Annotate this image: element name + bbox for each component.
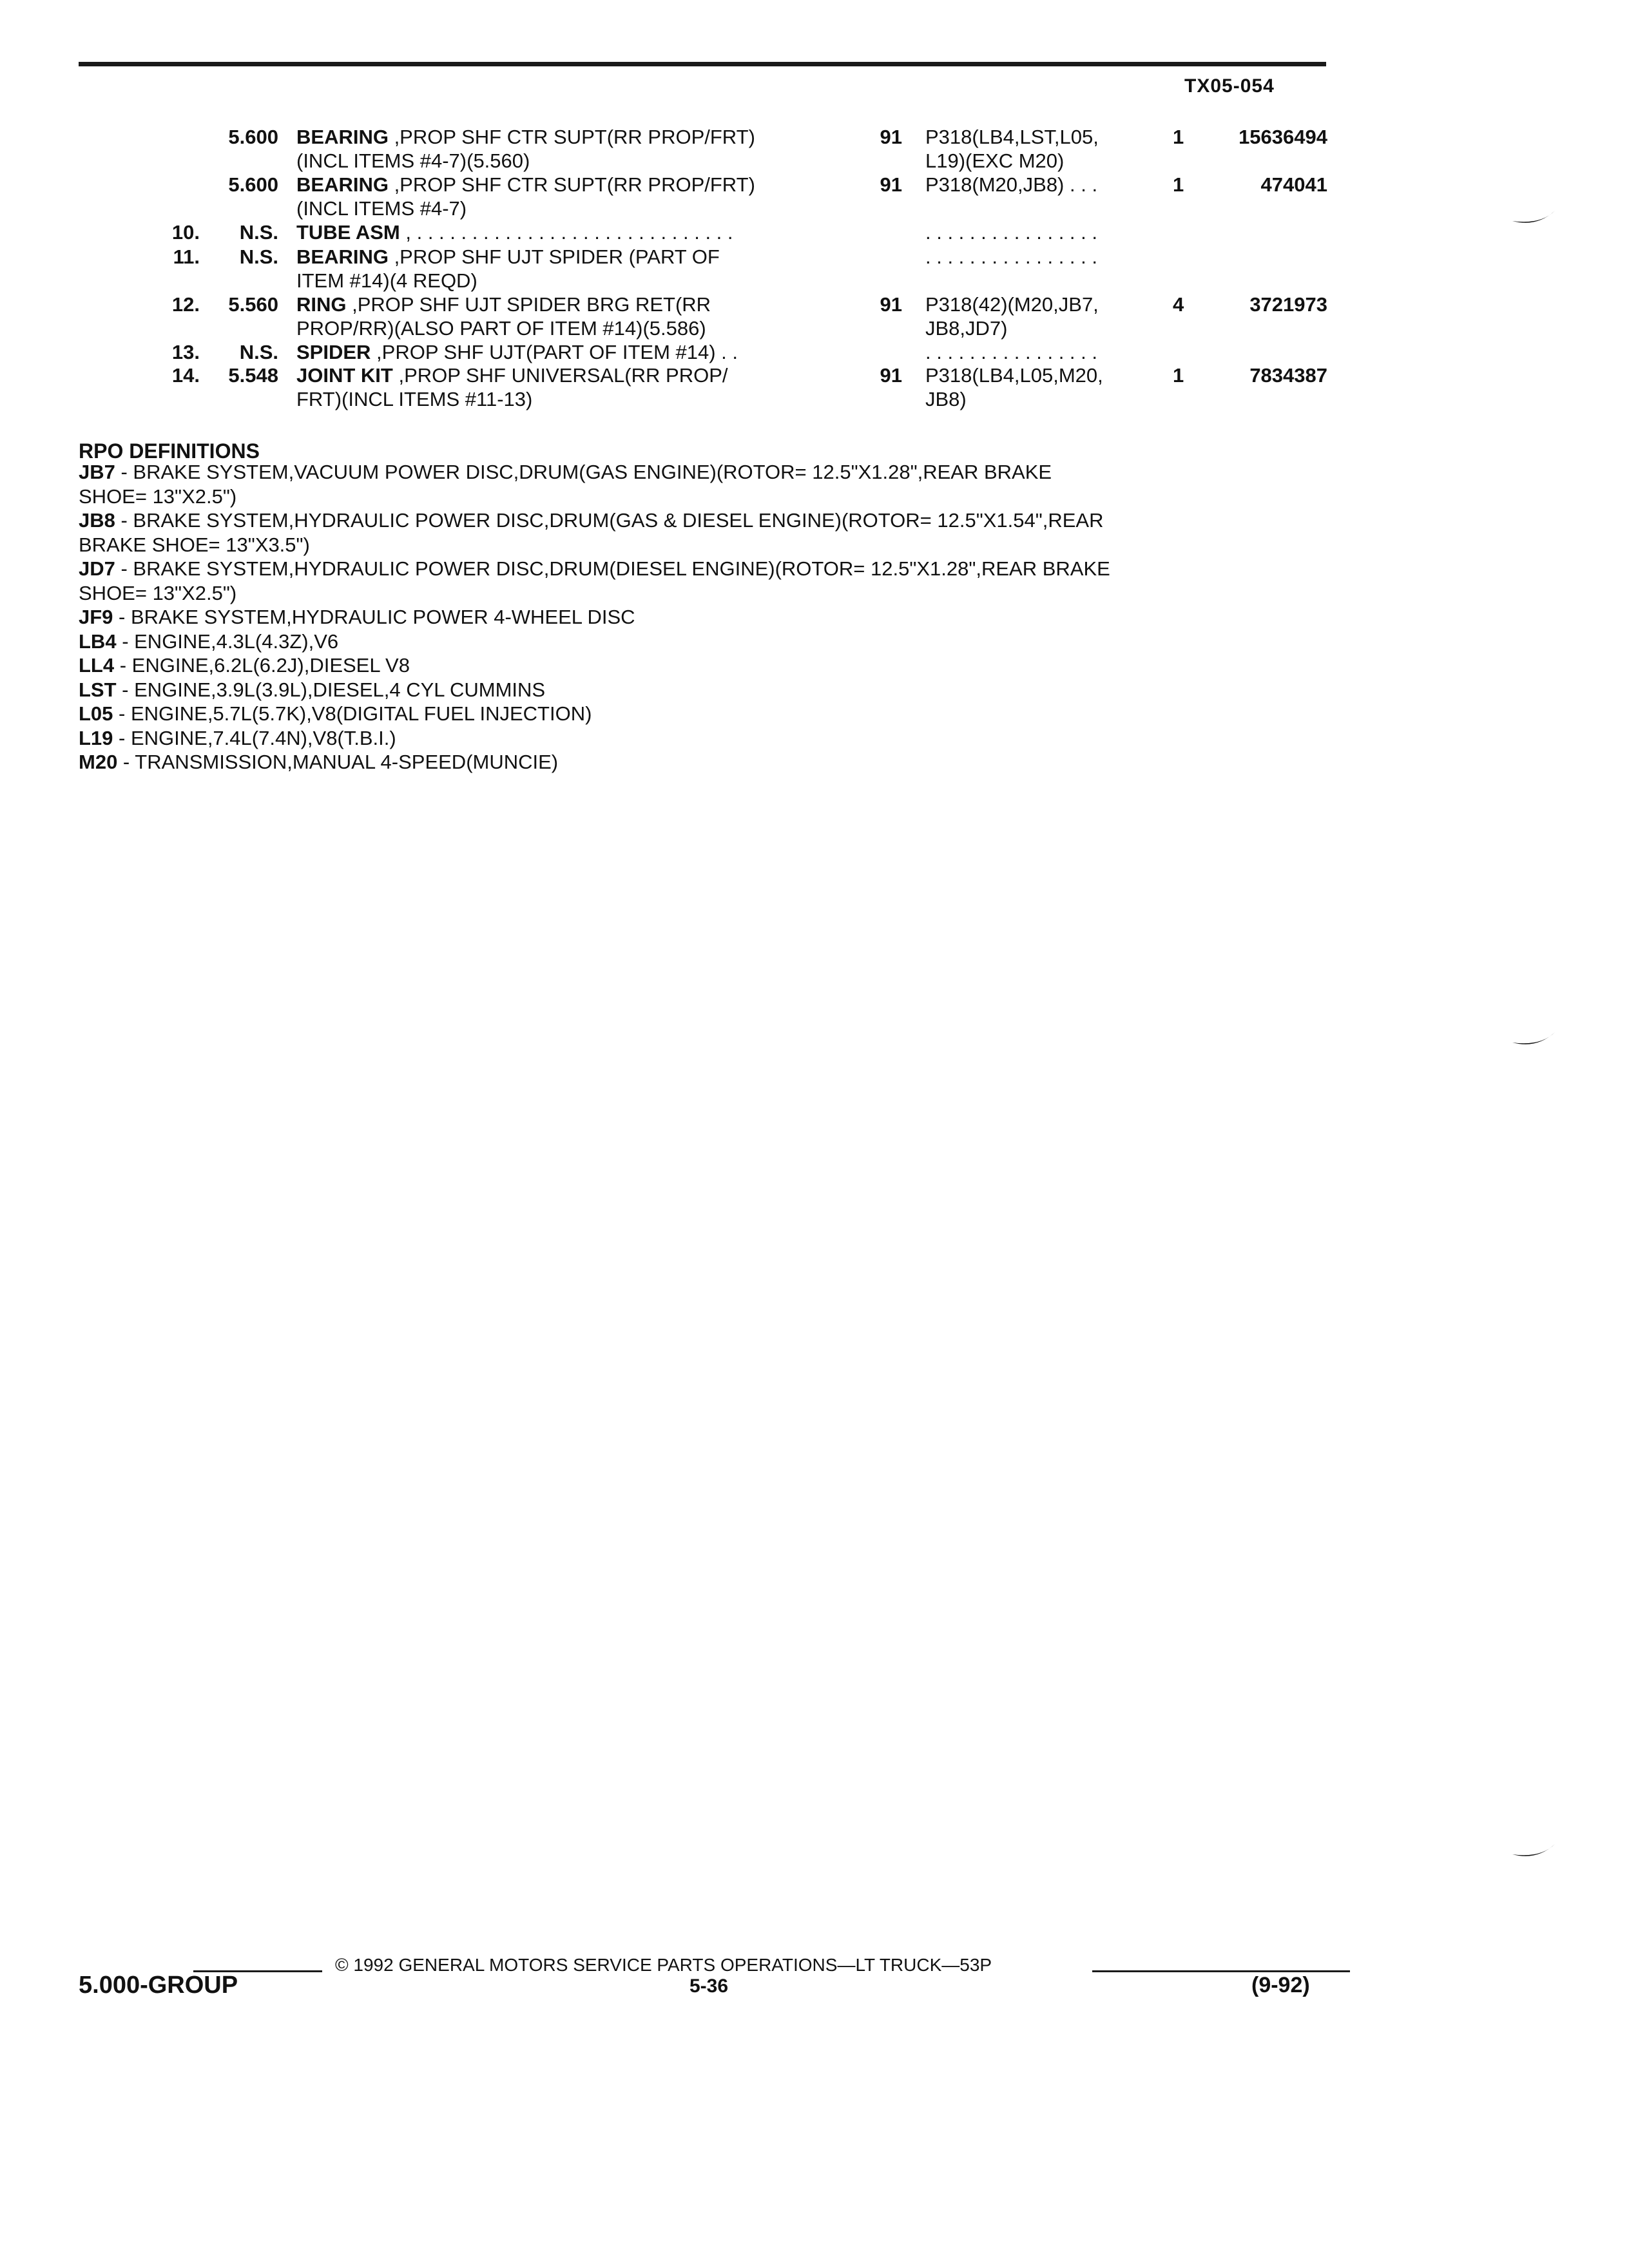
rpo-text: - BRAKE SYSTEM,HYDRAULIC POWER DISC,DRUM(DIESEL ENGINE)(ROTOR= 12.5"X1.28",REAR BRAKE SHOE= 13"X2.5") — [79, 557, 1110, 604]
quantity: 1 — [1173, 364, 1184, 387]
rpo-definitions — [79, 460, 1342, 774]
description-line: ,PROP SHF UJT SPIDER BRG RET(RR — [346, 293, 711, 316]
part-name: BEARING — [296, 173, 389, 196]
group-number: 91 — [880, 293, 902, 316]
application-text: JB8) — [925, 388, 967, 410]
quantity: 1 — [1173, 173, 1184, 196]
group-number: 91 — [880, 173, 902, 196]
application-text: P318(LB4,L05,M20, — [925, 364, 1103, 387]
page-number: 5-36 — [689, 1975, 729, 1997]
description-line: FRT)(INCL ITEMS #11-13) — [296, 388, 533, 410]
application-text: . . . . . . . . . . . . . . . . — [925, 341, 1097, 363]
group-number: 91 — [880, 126, 902, 148]
rpo-code: L19 — [79, 726, 113, 749]
rpo-code: JB7 — [79, 461, 115, 483]
quantity: 4 — [1173, 293, 1184, 316]
rpo-text: - ENGINE,3.9L(3.9L),DIESEL,4 CYL CUMMINS — [116, 678, 546, 701]
rpo-code: LB4 — [79, 629, 117, 653]
section-ref: N.S. — [239, 341, 278, 363]
rpo-text: - ENGINE,7.4L(7.4N),V8(T.B.I.) — [113, 726, 396, 749]
rpo-line — [79, 702, 1342, 726]
rpo-code: JB8 — [79, 509, 115, 532]
part-description — [296, 220, 733, 244]
rpo-text: - TRANSMISSION,MANUAL 4-SPEED(MUNCIE) — [117, 751, 559, 773]
item-number: 14. — [171, 364, 200, 387]
binder-mark-icon — [1511, 1843, 1556, 1861]
part-name: TUBE ASM — [296, 221, 400, 244]
rpo-line — [79, 726, 1342, 751]
rpo-line — [79, 653, 1342, 678]
description-line: (INCL ITEMS #4-7)(5.560) — [296, 149, 530, 172]
rpo-line — [79, 508, 1342, 557]
application-text: . . . . . . . . . . . . . . . . — [925, 221, 1097, 244]
part-name: RING — [296, 293, 347, 316]
rpo-code: LL4 — [79, 654, 115, 677]
description-line: ,PROP SHF UJT SPIDER (PART OF — [388, 245, 720, 268]
section-ref: N.S. — [239, 245, 278, 268]
rpo-code: JD7 — [79, 557, 115, 580]
rpo-text: - BRAKE SYSTEM,VACUUM POWER DISC,DRUM(GAS ENGINE)(ROTOR= 12.5"X1.28",REAR BRAKE SHOE= 13"X2.5") — [79, 461, 1052, 508]
rpo-code: M20 — [79, 751, 118, 773]
description-line: ,PROP SHF CTR SUPT(RR PROP/FRT) — [388, 173, 755, 196]
application-text: JB8,JD7) — [925, 317, 1008, 340]
rpo-text: - ENGINE,5.7L(5.7K),V8(DIGITAL FUEL INJECTION) — [113, 702, 592, 725]
rpo-code: LST — [79, 678, 117, 701]
description-line: (INCL ITEMS #4-7) — [296, 197, 467, 220]
part-description — [296, 363, 728, 387]
application-text: P318(LB4,LST,L05, — [925, 126, 1099, 148]
group-number: 91 — [880, 364, 902, 387]
part-name: SPIDER — [296, 341, 371, 363]
rpo-code: L05 — [79, 702, 113, 725]
part-number: 474041 — [1260, 173, 1327, 196]
rpo-line — [79, 678, 1342, 702]
item-number: 10. — [171, 221, 200, 244]
rpo-line — [79, 605, 1342, 629]
item-number: 11. — [173, 245, 200, 268]
description-line: PROP/RR)(ALSO PART OF ITEM #14)(5.586) — [296, 317, 706, 340]
rpo-line — [79, 460, 1342, 508]
rpo-code: JF9 — [79, 606, 113, 628]
section-ref: 5.600 — [228, 126, 278, 148]
binder-mark-icon — [1511, 209, 1556, 227]
rpo-text: - ENGINE,4.3L(4.3Z),V6 — [116, 629, 339, 653]
part-number: 7834387 — [1249, 364, 1327, 387]
rpo-heading: RPO DEFINITIONS — [79, 439, 260, 463]
copyright-notice: © 1992 GENERAL MOTORS SERVICE PARTS OPERATIONS—LT TRUCK—53P — [335, 1955, 992, 1975]
part-number: 15636494 — [1239, 126, 1327, 148]
section-ref: 5.548 — [228, 364, 278, 387]
application-text: P318(M20,JB8) . . . — [925, 173, 1098, 196]
part-description — [296, 340, 738, 364]
part-description — [296, 125, 755, 149]
binder-mark-icon — [1511, 1031, 1556, 1049]
part-number: 3721973 — [1249, 293, 1327, 316]
section-ref: 5.560 — [228, 293, 278, 316]
item-number: 12. — [171, 293, 200, 316]
application-text: P318(42)(M20,JB7, — [925, 293, 1099, 316]
rpo-line — [79, 557, 1342, 605]
part-description — [296, 293, 711, 316]
part-description — [296, 245, 720, 269]
description-line: ,PROP SHF UJT(PART OF ITEM #14) . . — [371, 341, 738, 363]
part-name: BEARING — [296, 126, 389, 148]
section-ref: 5.600 — [228, 173, 278, 196]
description-line: ITEM #14)(4 REQD) — [296, 269, 477, 292]
part-name: JOINT KIT — [296, 364, 393, 387]
description-line: , . . . . . . . . . . . . . . . . . . . . . . . . . . . . . — [400, 221, 733, 244]
item-number: 13. — [171, 341, 200, 363]
rpo-line — [79, 629, 1342, 654]
description-line: ,PROP SHF CTR SUPT(RR PROP/FRT) — [388, 126, 755, 148]
top-rule — [79, 62, 1326, 66]
application-text: . . . . . . . . . . . . . . . . — [925, 245, 1097, 268]
description-line: ,PROP SHF UNIVERSAL(RR PROP/ — [392, 364, 728, 387]
quantity: 1 — [1173, 126, 1184, 148]
rpo-line — [79, 750, 1342, 774]
part-description — [296, 173, 755, 197]
rpo-text: - ENGINE,6.2L(6.2J),DIESEL V8 — [114, 654, 410, 677]
group-label: 5.000-GROUP — [79, 1972, 238, 1999]
rpo-text: - BRAKE SYSTEM,HYDRAULIC POWER DISC,DRUM(GAS & DIESEL ENGINE)(ROTOR= 12.5"X1.54",REAR BRAKE SHOE= 13"X3.5") — [79, 509, 1104, 556]
application-text: L19)(EXC M20) — [925, 149, 1065, 172]
section-ref: N.S. — [239, 221, 278, 244]
part-name: BEARING — [296, 245, 389, 268]
rpo-text: - BRAKE SYSTEM,HYDRAULIC POWER 4-WHEEL DISC — [113, 606, 635, 628]
document-code: TX05-054 — [1184, 75, 1275, 97]
footer-rule-right — [1092, 1970, 1350, 1972]
revision-date: (9-92) — [1251, 1973, 1310, 1997]
